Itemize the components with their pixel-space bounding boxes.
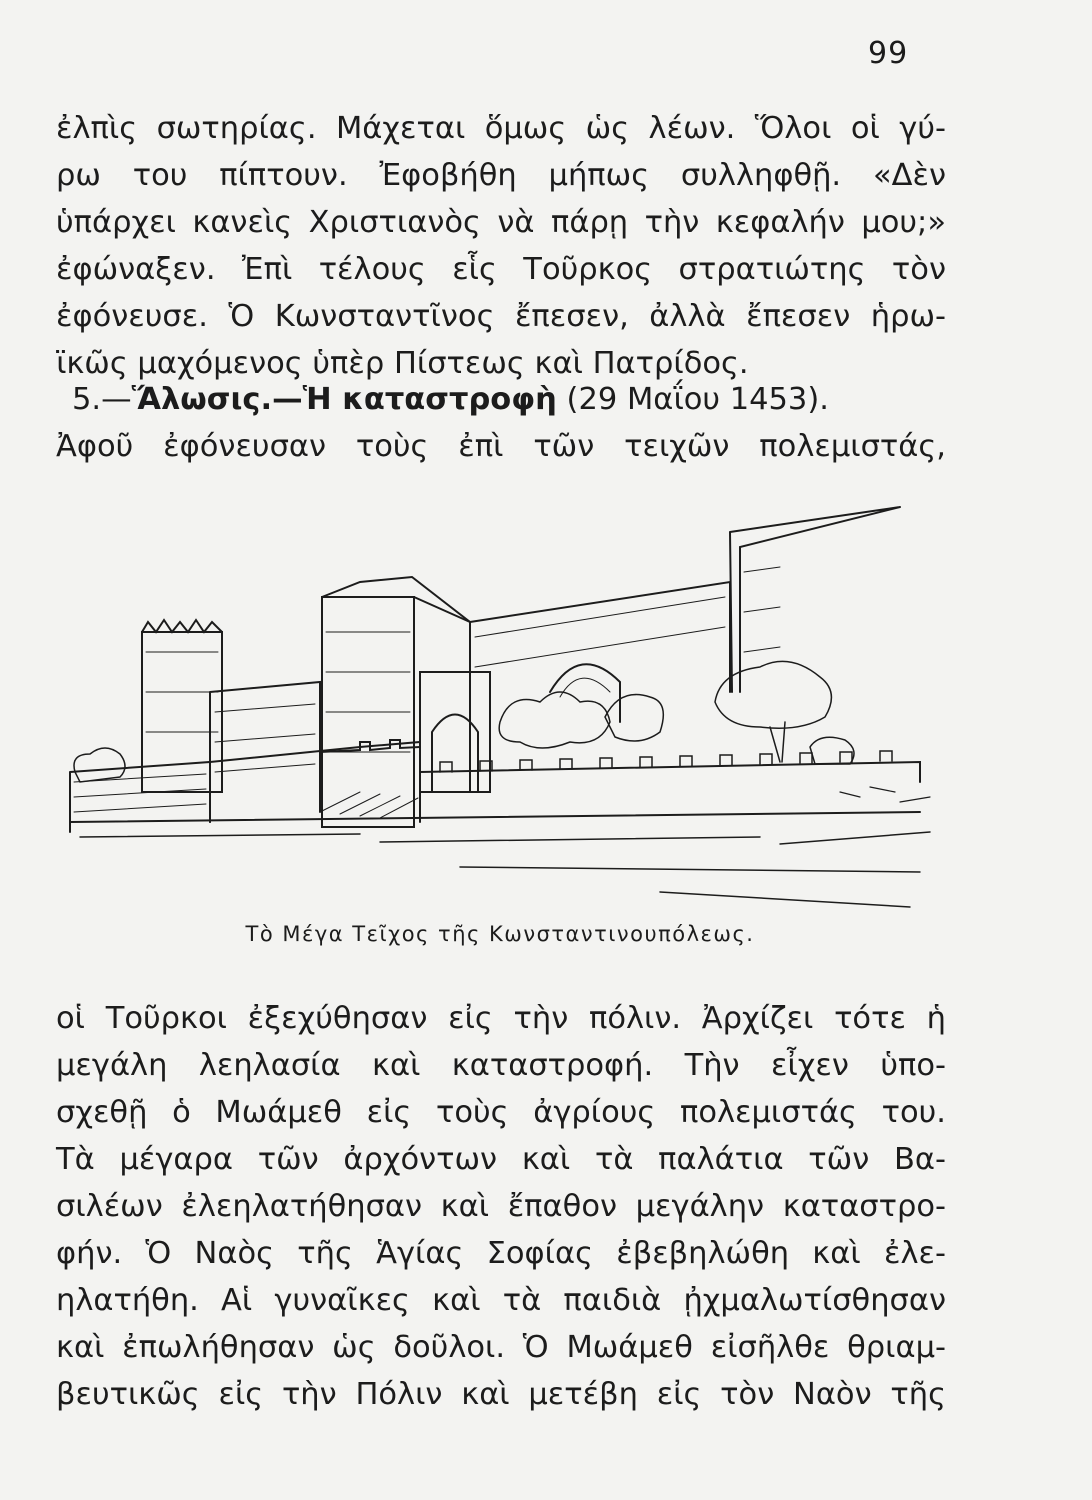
text-line: ϊκῶς μαχόμενος ὑπὲρ Πίστεως καὶ Πατρίδος.	[56, 346, 749, 381]
section-heading	[72, 376, 952, 423]
paragraph-bottom	[56, 995, 946, 1418]
text-line: ηλατήθη. Αἱ γυναῖκες καὶ τὰ παιδιὰ ᾐχμαλωτίσθησαν	[56, 1283, 946, 1318]
paragraph-top	[56, 105, 946, 387]
text-line: καὶ ἐπωλήθησαν ὡς δοῦλοι. Ὁ Μωάμεθ εἰσῆλθε θριαμ-	[56, 1330, 946, 1365]
figure-caption	[0, 922, 1092, 946]
text-line: ἐλπὶς σωτηρίας. Μάχεται ὅμως ὡς λέων. Ὅλοι οἱ γύ-	[56, 111, 946, 146]
text-line: οἱ Τοῦρκοι ἐξεχύθησαν εἰς τὴν πόλιν. Ἀρχίζει τότε ἡ	[56, 1001, 946, 1036]
text-line: βευτικῶς εἰς τὴν Πόλιν καὶ μετέβη εἰς τὸν Ναὸν τῆς	[56, 1377, 946, 1412]
caption-text: Τὸ Μέγα Τεῖχος τῆς Κωνσταντινουπόλεως.	[245, 922, 755, 946]
text-line: Τὰ μέγαρα τῶν ἀρχόντων καὶ τὰ παλάτια τῶν Βα-	[56, 1142, 946, 1177]
text-line: σιλέων ἐλεηλατήθησαν καὶ ἔπαθον μεγάλην καταστρο-	[56, 1189, 946, 1224]
text-line: σχεθῇ ὁ Μωάμεθ εἰς τοὺς ἀγρίους πολεμιστάς του.	[56, 1095, 946, 1130]
section-number: 5.—	[72, 382, 132, 417]
text-line: ὑπάρχει κανεὶς Χριστιανὸς νὰ πάρῃ τὴν κεφαλήν μου;»	[56, 205, 946, 240]
text-line: ἐφόνευσε. Ὁ Κωνσταντῖνος ἔπεσεν, ἀλλὰ ἔπεσεν ἡρω-	[56, 299, 946, 334]
section-date: (29 Μαΐου 1453).	[566, 382, 829, 417]
text-line: μεγάλη λεηλασία καὶ καταστροφή. Τὴν εἶχεν ὑπο-	[56, 1048, 946, 1083]
text-line: ἐφώναξεν. Ἐπὶ τέλους εἷς Τοῦρκος στρατιώτης τὸν	[56, 252, 946, 287]
text-line: φήν. Ὁ Ναὸς τῆς Ἁγίας Σοφίας ἐβεβηλώθη καὶ ἐλε-	[56, 1236, 946, 1271]
section-title: Ἅλωσις.—Ἡ καταστροφὴ	[131, 382, 557, 417]
text-line: ρω του πίπτουν. Ἐφοβήθη μήπως συλληφθῇ. «Δὲν	[56, 158, 946, 193]
paragraph-after-heading	[56, 423, 946, 470]
page-number: 99	[868, 36, 909, 71]
text-line: Ἀφοῦ ἐφόνευσαν τοὺς ἐπὶ τῶν τειχῶν πολεμιστάς,	[56, 429, 946, 464]
wall-illustration	[60, 492, 940, 922]
